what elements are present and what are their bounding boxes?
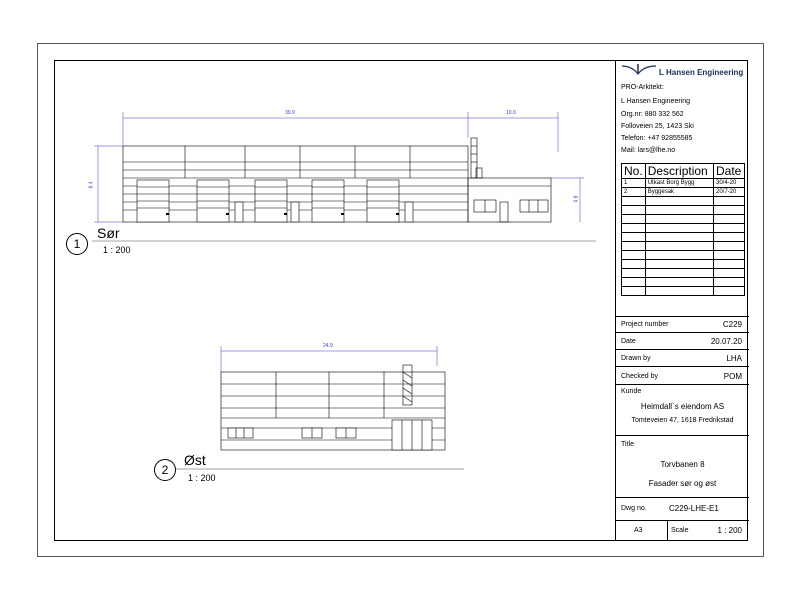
rev-cell: 20/7-20 <box>714 188 745 197</box>
view-scale-east: 1 : 200 <box>188 473 216 483</box>
company-logo-text: L Hansen Engineering <box>659 68 744 77</box>
rev-header-date: Date <box>714 164 745 179</box>
date-label: Date <box>621 338 636 345</box>
table-row <box>622 188 745 197</box>
view-title-east: Øst <box>184 452 206 468</box>
divider <box>667 520 668 541</box>
table-row <box>622 260 745 269</box>
dwg-label: Dwg no. <box>621 505 647 512</box>
table-row <box>622 287 745 296</box>
scale-label: Scale <box>671 527 689 534</box>
project-number-label: Project number <box>621 321 669 328</box>
table-row <box>622 233 745 242</box>
table-row <box>622 179 745 188</box>
dim-label-east-width: 24.9 <box>323 343 333 349</box>
architect-label: PRO-Arkitekt: <box>621 84 664 91</box>
east-dimensions <box>221 346 437 372</box>
view-scale-south: 1 : 200 <box>103 245 131 255</box>
divider <box>616 384 749 385</box>
company-name: L Hansen Engineering <box>621 98 691 105</box>
divider <box>616 366 749 367</box>
drawn-by: LHA <box>726 354 742 363</box>
scale-value: 1 : 200 <box>717 526 742 535</box>
divider <box>616 316 749 317</box>
view-number-east: 2 <box>154 459 176 481</box>
dim-label-south-height: 8.4 <box>88 181 95 189</box>
project-date: 20.07.20 <box>710 337 742 346</box>
company-mail: Mail: lars@lhe.no <box>621 147 676 154</box>
company-address: Folloveien 25, 1423 Ski <box>621 123 694 130</box>
rev-cell: 2 <box>622 188 646 197</box>
dim-label-south-width: 39.9 <box>285 110 295 116</box>
rev-cell: 1 <box>622 179 646 188</box>
view-number-south: 1 <box>66 233 88 255</box>
divider <box>616 435 749 436</box>
checked-by-label: Checked by <box>621 373 658 380</box>
title-label: Title <box>621 441 634 448</box>
south-elevation <box>123 138 551 222</box>
rev-header-description: Description <box>645 164 713 179</box>
table-row <box>622 251 745 260</box>
company-logo <box>620 62 660 78</box>
divider <box>616 349 749 350</box>
rev-header-no: No. <box>622 164 646 179</box>
table-row <box>622 278 745 287</box>
view-title-south: Sør <box>97 225 120 241</box>
dim-label-annex-height: 4.8 <box>573 195 580 203</box>
east-elevation <box>221 365 445 450</box>
drawing-title: Torvbanen 8 <box>660 460 705 469</box>
dim-label-annex-width: 10.0 <box>506 110 516 116</box>
table-row <box>622 269 745 278</box>
project-number: C229 <box>722 320 742 329</box>
checked-by: POM <box>723 372 742 381</box>
title-block <box>615 60 748 541</box>
table-row <box>622 215 745 224</box>
divider <box>616 332 749 333</box>
drawn-by-label: Drawn by <box>621 355 651 362</box>
company-org: Org.nr: 880 332 562 <box>621 111 684 118</box>
rev-cell: 30/4-20 <box>714 179 745 188</box>
rev-cell: Byggesak <box>645 188 713 197</box>
revision-table <box>621 163 745 296</box>
table-row <box>622 224 745 233</box>
table-row <box>622 242 745 251</box>
dwg-number: C229-LHE-E1 <box>669 504 719 513</box>
table-row <box>622 197 745 206</box>
divider <box>616 497 749 498</box>
client-name: Heimdall`s eiendom AS <box>640 402 725 411</box>
paper-size: A3 <box>634 527 643 534</box>
drawing-subtitle: Fasader sør og øst <box>648 479 717 488</box>
company-phone: Telefon: +47 92855585 <box>621 135 693 142</box>
table-row <box>622 206 745 215</box>
rev-cell: Utkast Borg Bygg <box>645 179 713 188</box>
client-address: Tomteveien 47, 1618 Fredrikstad <box>631 417 734 424</box>
divider <box>616 520 749 521</box>
client-label: Kunde <box>621 388 642 395</box>
